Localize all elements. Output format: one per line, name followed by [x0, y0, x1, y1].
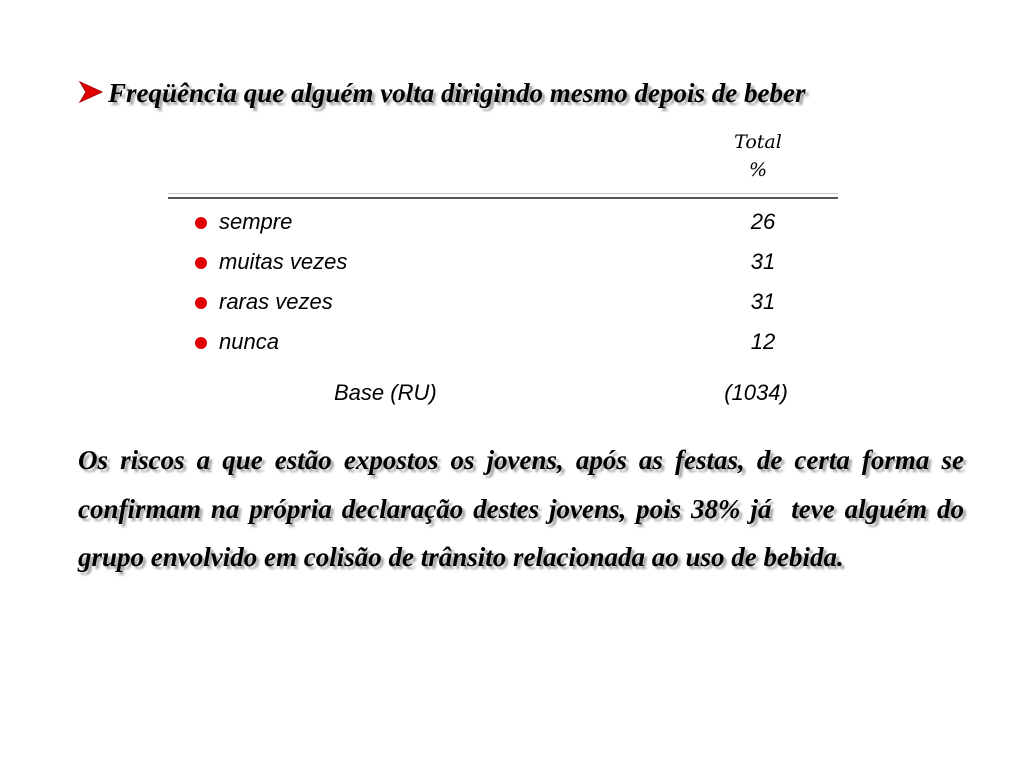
table-rule-dark [168, 197, 838, 199]
column-header [716, 128, 800, 184]
table-row [193, 249, 813, 279]
column-header-total: Total [734, 131, 782, 153]
table-row [193, 329, 813, 359]
base-row [0, 380, 1024, 410]
table-row [193, 289, 813, 319]
column-header-unit: % [748, 159, 768, 181]
bullet-icon [195, 257, 207, 269]
bullet-icon [195, 337, 207, 349]
title-text: Freqüência que alguém volta dirigindo mesmo depois de beber [108, 78, 806, 108]
row-label: nunca [219, 329, 279, 354]
row-value: 12 [750, 329, 776, 354]
body-paragraph: Os riscos a que estão expostos os jovens, após as festas, de certa forma se confirmam na própria declaração destes jovens, pois 38% já teve alguém do grupo envolvido em colisão de trânsito relacionada ao uso de bebida. [78, 445, 971, 572]
table-row [193, 209, 813, 239]
base-value: (1034) [724, 380, 788, 405]
row-value: 31 [750, 249, 776, 274]
row-label: muitas vezes [219, 249, 348, 274]
base-label: Base (RU) [334, 380, 437, 405]
row-value: 31 [750, 289, 776, 314]
red-arrowhead-icon [78, 70, 108, 120]
table-rule-light [168, 193, 838, 194]
bullet-icon [195, 297, 207, 309]
row-label: sempre [219, 209, 293, 234]
slide-title [78, 68, 964, 120]
row-label: raras vezes [219, 289, 333, 314]
bullet-icon [195, 217, 207, 229]
row-value: 26 [750, 209, 776, 234]
